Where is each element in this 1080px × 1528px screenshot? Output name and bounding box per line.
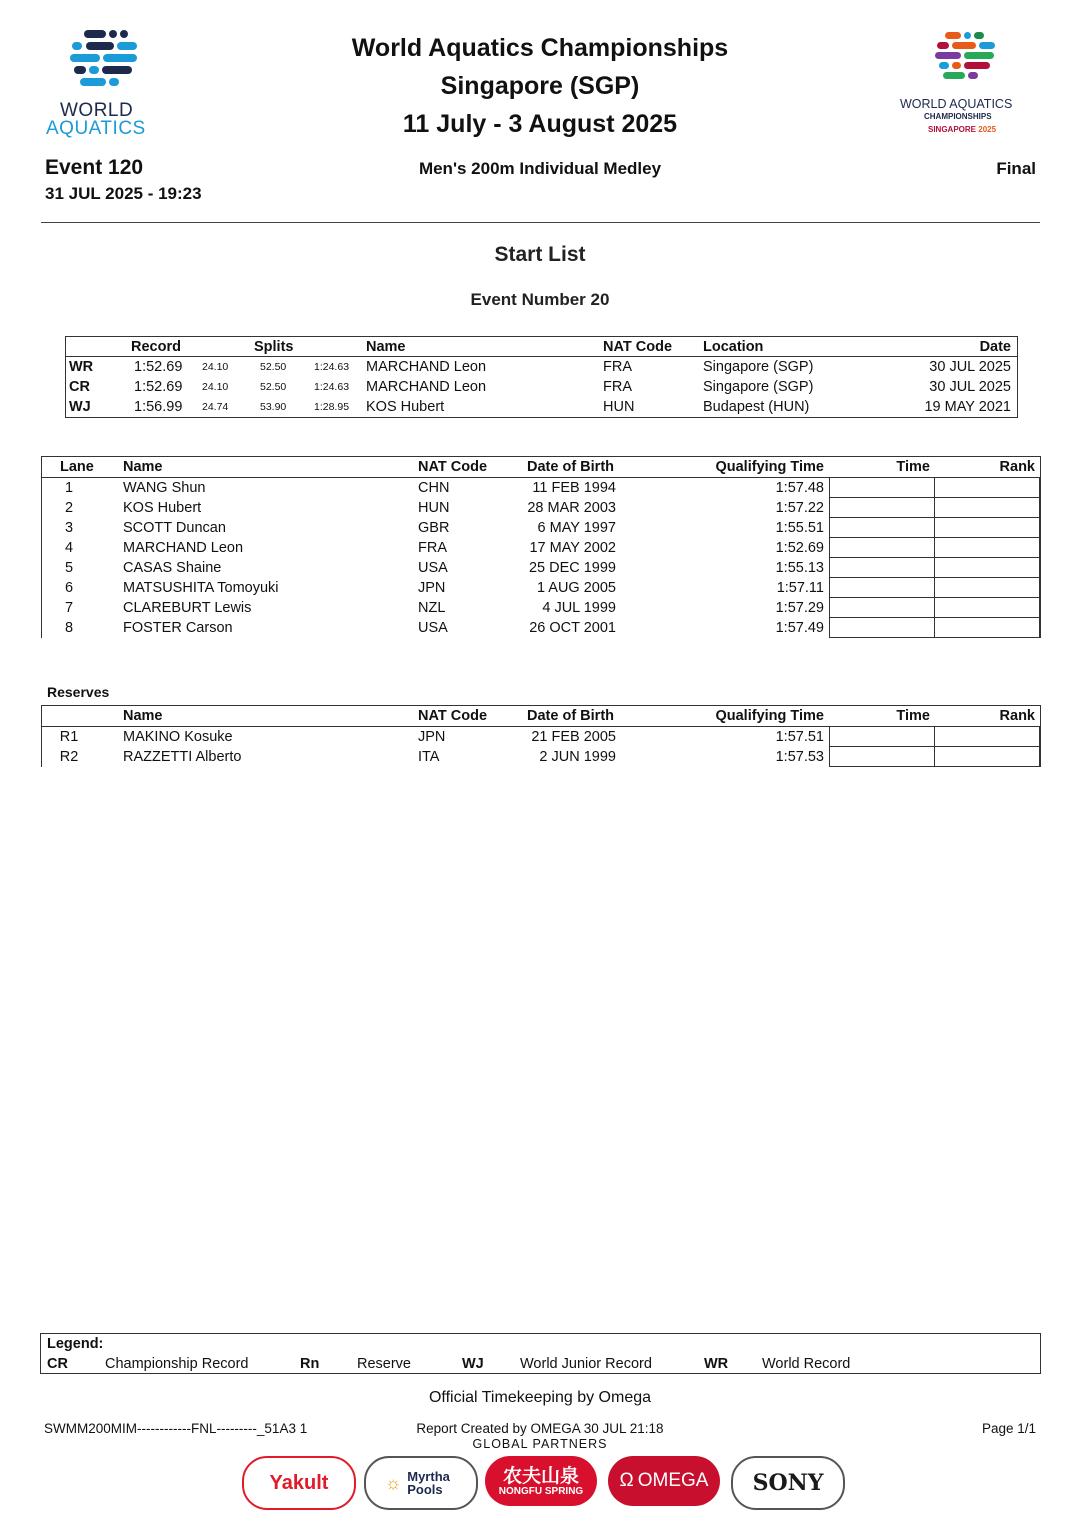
athlete-name: KOS Hubert — [123, 500, 202, 516]
report-code: SWMM200MIM------------FNL---------_51A3 1 — [44, 1421, 308, 1436]
champ-logo-text-2: CHAMPIONSHIPS — [924, 112, 992, 121]
record-holder: MARCHAND Leon — [366, 359, 487, 375]
rank-entry-box — [934, 727, 1040, 747]
rank-entry-box — [934, 747, 1040, 767]
sun-icon: ☼ — [384, 1472, 402, 1493]
date-of-birth: 1 AUG 2005 — [537, 580, 616, 596]
event-phase: Final — [996, 159, 1036, 178]
time-entry-box — [829, 558, 935, 578]
sponsor-omega-logo — [608, 1456, 720, 1506]
records-header — [66, 337, 1017, 357]
reserves-label: Reserves — [47, 684, 110, 700]
report-created: Report Created by OMEGA 30 JUL 21:18 — [416, 1421, 664, 1436]
table-row — [42, 518, 1040, 538]
athlete-name: WANG Shun — [123, 480, 206, 496]
date-of-birth: 2 JUN 1999 — [539, 749, 616, 765]
time-entry-box — [829, 478, 935, 498]
document-subtitle: Event Number 20 — [470, 290, 610, 309]
records-header-splits: Splits — [254, 339, 294, 355]
nat-code: ITA — [418, 749, 440, 765]
record-nat: FRA — [603, 359, 632, 375]
nat-code: FRA — [418, 540, 447, 556]
record-code: WJ — [69, 399, 91, 415]
athlete-name: FOSTER Carson — [123, 620, 233, 636]
start-list-header — [42, 457, 1040, 478]
header-name: Name — [123, 708, 163, 724]
record-time: 1:52.69 — [134, 359, 183, 375]
date-of-birth: 4 JUL 1999 — [542, 600, 616, 616]
date-of-birth: 25 DEC 1999 — [528, 560, 616, 576]
header-name: Name — [123, 459, 163, 475]
sponsor-omega-text: OMEGA — [637, 1470, 709, 1491]
record-split-3: 1:24.63 — [314, 381, 350, 393]
record-time: 1:52.69 — [134, 379, 183, 395]
lane-number: 6 — [64, 580, 74, 596]
header-nat: NAT Code — [418, 708, 488, 724]
athlete-name: SCOTT Duncan — [123, 520, 226, 536]
record-holder: MARCHAND Leon — [366, 379, 487, 395]
record-nat: HUN — [603, 399, 635, 415]
nat-code: USA — [418, 620, 448, 636]
sponsor-myrtha-logo — [364, 1456, 478, 1510]
qualifying-time: 1:55.13 — [775, 560, 824, 576]
date-of-birth: 6 MAY 1997 — [537, 520, 616, 536]
legend-label: Championship Record — [105, 1356, 249, 1372]
record-split-2: 53.90 — [260, 401, 287, 413]
time-entry-box — [829, 578, 935, 598]
time-entry-box — [829, 518, 935, 538]
nat-code: NZL — [418, 600, 446, 616]
athlete-name: RAZZETTI Alberto — [123, 749, 242, 765]
start-list-rows — [42, 478, 1040, 638]
omega-icon: Ω — [619, 1470, 634, 1491]
date-of-birth: 28 MAR 2003 — [527, 500, 616, 516]
qualifying-time: 1:55.51 — [775, 520, 824, 536]
rank-entry-box — [934, 518, 1040, 538]
event-number: Event 120 — [45, 156, 144, 179]
qualifying-time: 1:57.49 — [775, 620, 824, 636]
champ-logo-text-1: WORLD AQUATICS — [900, 97, 1013, 111]
legend-label: Reserve — [357, 1356, 411, 1372]
lane-number: 7 — [64, 600, 74, 616]
record-split-1: 24.10 — [202, 361, 229, 373]
athlete-name: CASAS Shaine — [123, 560, 222, 576]
lane-number: 2 — [64, 500, 74, 516]
time-entry-box — [829, 618, 935, 638]
header-nat: NAT Code — [418, 459, 488, 475]
record-code: WR — [69, 359, 94, 375]
time-entry-box — [829, 747, 935, 767]
championships-logo — [895, 30, 1040, 140]
qualifying-time: 1:57.22 — [775, 500, 824, 516]
timekeeping-note: Official Timekeeping by Omega — [428, 1389, 652, 1406]
header-dob: Date of Birth — [527, 708, 614, 724]
header-dob: Date of Birth — [527, 459, 614, 475]
header-divider — [41, 222, 1040, 223]
date-of-birth: 11 FEB 1994 — [532, 480, 616, 496]
page-number: Page 1/1 — [981, 1421, 1036, 1436]
sponsor-nongfu-cn: 农夫山泉 — [502, 1464, 579, 1487]
championship-location: Singapore (SGP) — [440, 72, 640, 100]
table-row — [42, 498, 1040, 518]
sponsor-yakult-logo — [242, 1456, 356, 1510]
athlete-name: MARCHAND Leon — [123, 540, 244, 556]
date-of-birth: 26 OCT 2001 — [529, 620, 616, 636]
header-rank: Rank — [999, 459, 1035, 475]
record-time: 1:56.99 — [134, 399, 183, 415]
records-header-date: Date — [979, 339, 1011, 355]
record-split-2: 52.50 — [260, 361, 287, 373]
rank-entry-box — [934, 578, 1040, 598]
record-split-2: 52.50 — [260, 381, 287, 393]
record-split-3: 1:24.63 — [314, 361, 350, 373]
header-time: Time — [896, 459, 930, 475]
reserves-rows — [42, 727, 1040, 767]
athlete-name: MATSUSHITA Tomoyuki — [123, 580, 279, 596]
qualifying-time: 1:52.69 — [775, 540, 824, 556]
records-row — [66, 377, 1017, 397]
record-split-1: 24.74 — [202, 401, 229, 413]
qualifying-time: 1:57.48 — [775, 480, 824, 496]
sponsor-sony-logo — [731, 1456, 845, 1510]
legend-label: World Record — [762, 1356, 851, 1372]
header-time: Time — [896, 708, 930, 724]
rank-entry-box — [934, 498, 1040, 518]
rank-entry-box — [934, 478, 1040, 498]
legend-label: World Junior Record — [520, 1356, 652, 1372]
nat-code: JPN — [418, 580, 446, 596]
legend-code: WJ — [462, 1356, 484, 1372]
rank-entry-box — [934, 538, 1040, 558]
reserves-header — [42, 706, 1040, 727]
record-holder: KOS Hubert — [366, 399, 445, 415]
records-header-location: Location — [703, 339, 764, 355]
date-of-birth: 21 FEB 2005 — [531, 729, 616, 745]
record-date: 19 MAY 2021 — [924, 399, 1011, 415]
logo-wordmark-aquatics: AQUATICS — [46, 118, 146, 139]
table-row — [42, 727, 1040, 747]
world-aquatics-logo — [44, 28, 169, 138]
record-nat: FRA — [603, 379, 632, 395]
lane-number: R1 — [59, 729, 79, 745]
rank-entry-box — [934, 558, 1040, 578]
records-header-nat: NAT Code — [603, 339, 673, 355]
records-header-name: Name — [366, 339, 406, 355]
time-entry-box — [829, 727, 935, 747]
qualifying-time: 1:57.29 — [775, 600, 824, 616]
qualifying-time: 1:57.53 — [775, 749, 824, 765]
lane-number: 3 — [64, 520, 74, 536]
table-row — [42, 538, 1040, 558]
record-location: Singapore (SGP) — [703, 379, 814, 395]
champ-logo-singapore: SINGAPORE — [928, 125, 977, 134]
time-entry-box — [829, 598, 935, 618]
legend — [40, 1333, 1041, 1374]
legend-code: CR — [47, 1356, 68, 1372]
sponsor-myrtha-text: Myrtha Pools — [407, 1469, 450, 1497]
time-entry-box — [829, 498, 935, 518]
record-split-1: 24.10 — [202, 381, 229, 393]
record-date: 30 JUL 2025 — [929, 359, 1011, 375]
world-aquatics-logo-mark-icon — [44, 28, 169, 100]
document-title: Start List — [494, 243, 586, 266]
legend-code: Rn — [300, 1356, 320, 1372]
qualifying-time: 1:57.51 — [775, 729, 824, 745]
start-list-table — [41, 456, 1041, 638]
table-row — [42, 598, 1040, 618]
record-date: 30 JUL 2025 — [929, 379, 1011, 395]
championship-dates: 11 July - 3 August 2025 — [402, 110, 678, 138]
table-row — [42, 578, 1040, 598]
nat-code: USA — [418, 560, 448, 576]
records-row — [66, 357, 1017, 377]
record-location: Singapore (SGP) — [703, 359, 814, 375]
sponsor-sony-text: SONY — [752, 1470, 824, 1496]
sponsor-nongfu-en: NONGFU SPRING — [498, 1485, 584, 1497]
header-qualifying-time: Qualifying Time — [715, 459, 824, 475]
header-qualifying-time: Qualifying Time — [715, 708, 824, 724]
time-entry-box — [829, 538, 935, 558]
nat-code: GBR — [418, 520, 450, 536]
sponsor-yakult-text: Yakult — [269, 1471, 329, 1494]
records-header-record: Record — [131, 339, 181, 355]
championship-title: World Aquatics Championships — [351, 34, 729, 62]
records-row — [66, 397, 1017, 417]
nat-code: CHN — [418, 480, 450, 496]
lane-number: R2 — [59, 749, 79, 765]
event-datetime: 31 JUL 2025 - 19:23 — [45, 184, 202, 203]
table-row — [42, 747, 1040, 767]
nat-code: JPN — [418, 729, 446, 745]
table-row — [42, 478, 1040, 498]
logo-wordmark-world: WORLD — [60, 100, 134, 121]
header-lane: Lane — [60, 459, 94, 475]
records-table — [65, 336, 1018, 418]
event-name: Men's 200m Individual Medley — [418, 159, 662, 178]
lane-number: 1 — [64, 480, 74, 496]
lane-number: 5 — [64, 560, 74, 576]
legend-code: WR — [704, 1356, 729, 1372]
table-row — [42, 558, 1040, 578]
sponsor-nongfu-logo — [485, 1456, 597, 1506]
nat-code: HUN — [418, 500, 450, 516]
date-of-birth: 17 MAY 2002 — [529, 540, 616, 556]
rank-entry-box — [934, 618, 1040, 638]
reserves-table — [41, 705, 1041, 767]
lane-number: 8 — [64, 620, 74, 636]
champ-logo-year: 2025 — [978, 125, 997, 134]
athlete-name: CLAREBURT Lewis — [123, 600, 252, 616]
championships-logo-mark-icon — [895, 30, 1040, 92]
record-split-3: 1:28.95 — [314, 401, 350, 413]
champ-logo-text-3 — [928, 125, 996, 134]
legend-title: Legend: — [47, 1336, 104, 1352]
header-rank: Rank — [999, 708, 1035, 724]
rank-entry-box — [934, 598, 1040, 618]
qualifying-time: 1:57.11 — [776, 580, 824, 596]
record-code: CR — [69, 379, 90, 395]
lane-number: 4 — [64, 540, 74, 556]
record-location: Budapest (HUN) — [703, 399, 810, 415]
athlete-name: MAKINO Kosuke — [123, 729, 233, 745]
table-row — [42, 618, 1040, 638]
global-partners-label: GLOBAL PARTNERS — [472, 1437, 608, 1451]
